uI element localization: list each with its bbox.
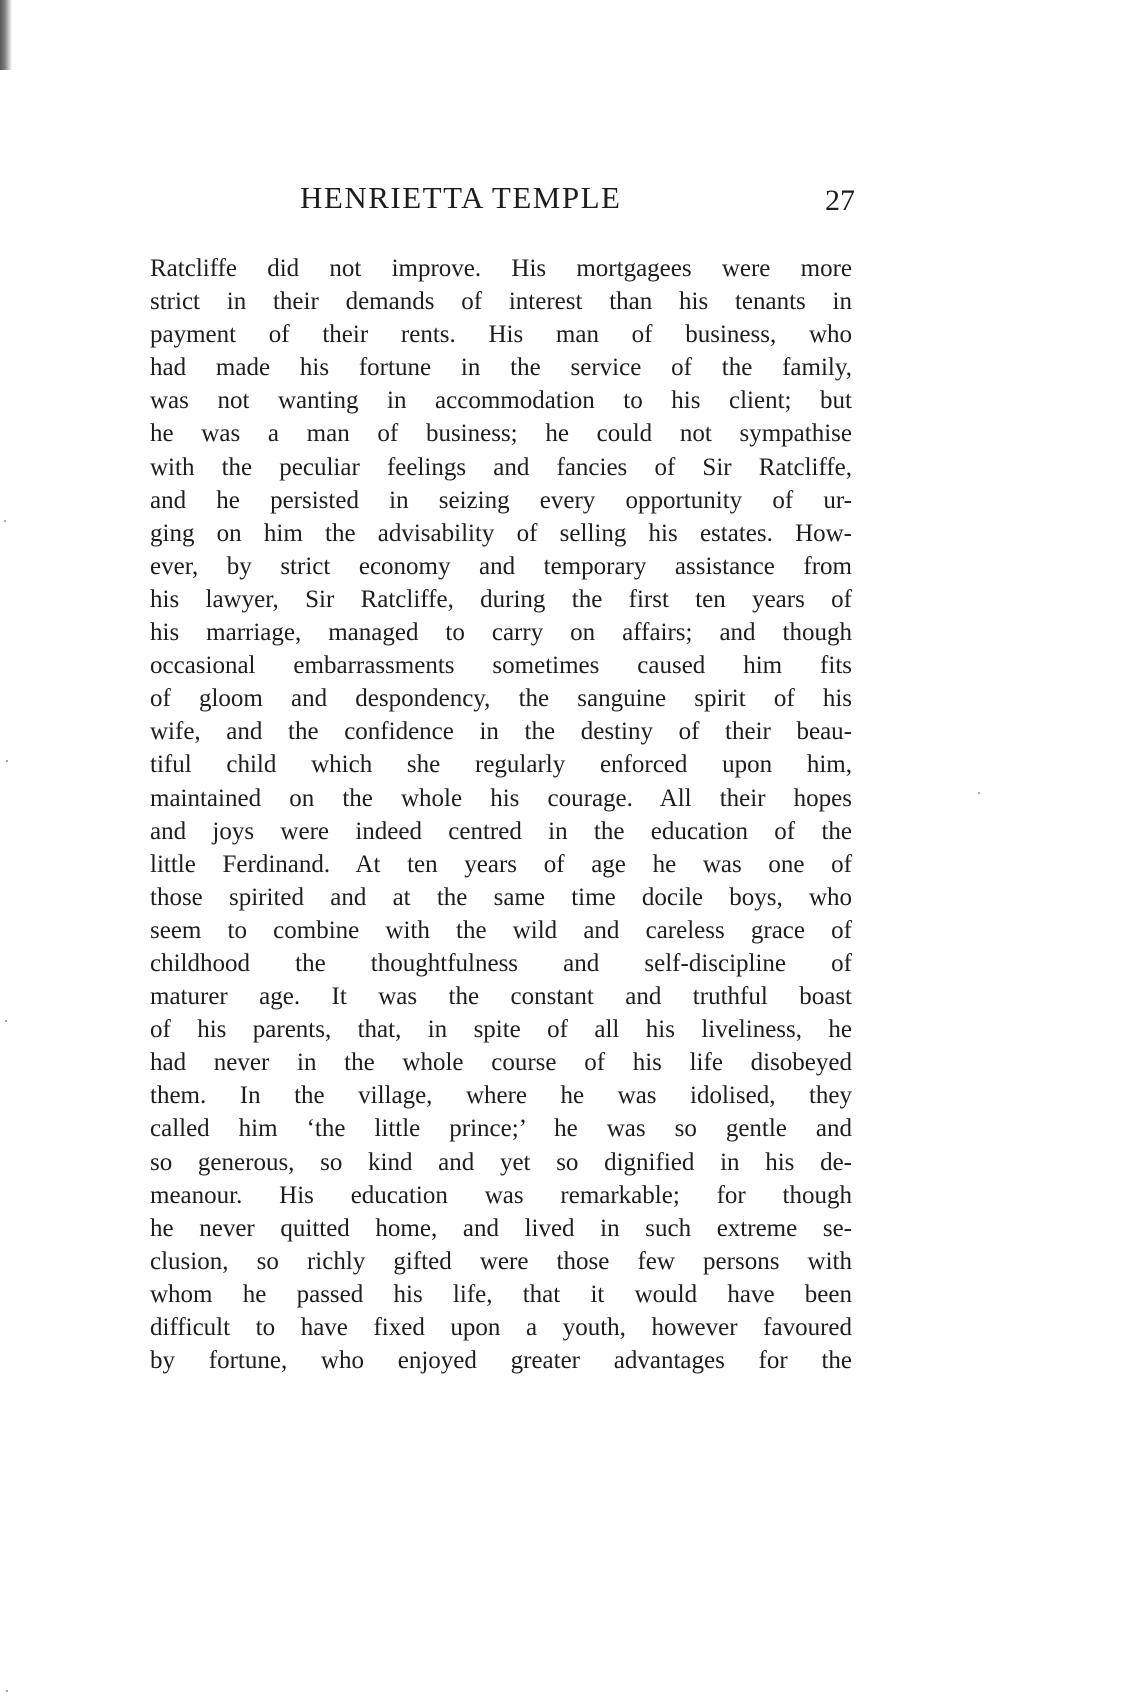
text-line: ging on him the advisability of selling his estates. How- xyxy=(150,519,852,547)
running-header xyxy=(150,180,855,224)
text-line: ever, by strict economy and temporary assistance from xyxy=(150,552,852,580)
text-line: wife, and the confidence in the destiny of their beau- xyxy=(150,718,852,746)
text-line: payment of their rents. His man of business, who xyxy=(150,321,852,349)
text-line: childhood the thoughtfulness and self-discipline of xyxy=(150,949,852,977)
text-line: of gloom and despondency, the sanguine spirit of his xyxy=(150,685,852,713)
text-line: with the peculiar feelings and fancies of Sir Ratcliffe, xyxy=(150,453,852,481)
text-line: had made his fortune in the service of the family, xyxy=(150,354,852,382)
text-line: difficult to have fixed upon a youth, however favoured xyxy=(150,1314,852,1341)
text-line: seem to combine with the wild and careless grace of xyxy=(150,916,852,944)
text-line: had never in the whole course of his life disobeyed xyxy=(150,1049,852,1077)
text-line: whom he passed his life, that it would have been xyxy=(150,1280,852,1308)
page-number: 27 xyxy=(825,184,855,217)
text-line: his marriage, managed to carry on affairs; and though xyxy=(150,619,852,647)
text-line: he never quitted home, and lived in such extreme se- xyxy=(150,1214,852,1242)
text-line: and joys were indeed centred in the education of the xyxy=(150,817,852,845)
text-line: Ratcliffe did not improve. His mortgagees were more xyxy=(150,255,852,282)
text-line: strict in their demands of interest than his tenants in xyxy=(150,288,852,316)
text-line: maintained on the whole his courage. All their hopes xyxy=(150,784,852,812)
text-line: called him ‘the little prince;’ he was so gentle and xyxy=(150,1115,852,1143)
text-line: clusion, so richly gifted were those few persons with xyxy=(150,1247,852,1275)
text-line: by fortune, who enjoyed greater advantages for the xyxy=(150,1347,852,1375)
text-line: was not wanting in accommodation to his client; but xyxy=(150,387,852,415)
text-line: them. In the village, where he was idolised, they xyxy=(150,1082,852,1110)
text-line: and he persisted in seizing every opportunity of ur- xyxy=(150,486,852,514)
text-line: maturer age. It was the constant and truthful boast xyxy=(150,983,852,1011)
scan-speck xyxy=(978,792,980,794)
text-line: those spirited and at the same time docile boys, who xyxy=(150,883,852,911)
text-line: his lawyer, Sir Ratcliffe, during the first ten years of xyxy=(150,585,852,613)
scan-speck xyxy=(4,520,6,522)
scan-speck xyxy=(6,760,8,762)
scan-speck xyxy=(5,1020,7,1022)
scan-speck xyxy=(6,1690,8,1692)
text-line: occasional embarrassments sometimes caused him fits xyxy=(150,652,852,680)
body-text xyxy=(150,252,852,1377)
scan-edge-mark xyxy=(0,0,12,70)
text-line: so generous, so kind and yet so dignified in his de- xyxy=(150,1148,852,1176)
text-line: he was a man of business; he could not sympathise xyxy=(150,420,852,448)
running-title: HENRIETTA TEMPLE xyxy=(300,180,622,215)
text-line: meanour. His education was remarkable; for though xyxy=(150,1181,852,1209)
text-line: tiful child which she regularly enforced upon him, xyxy=(150,751,852,779)
text-line: of his parents, that, in spite of all his liveliness, he xyxy=(150,1016,852,1044)
text-line: little Ferdinand. At ten years of age he was one of xyxy=(150,850,852,878)
